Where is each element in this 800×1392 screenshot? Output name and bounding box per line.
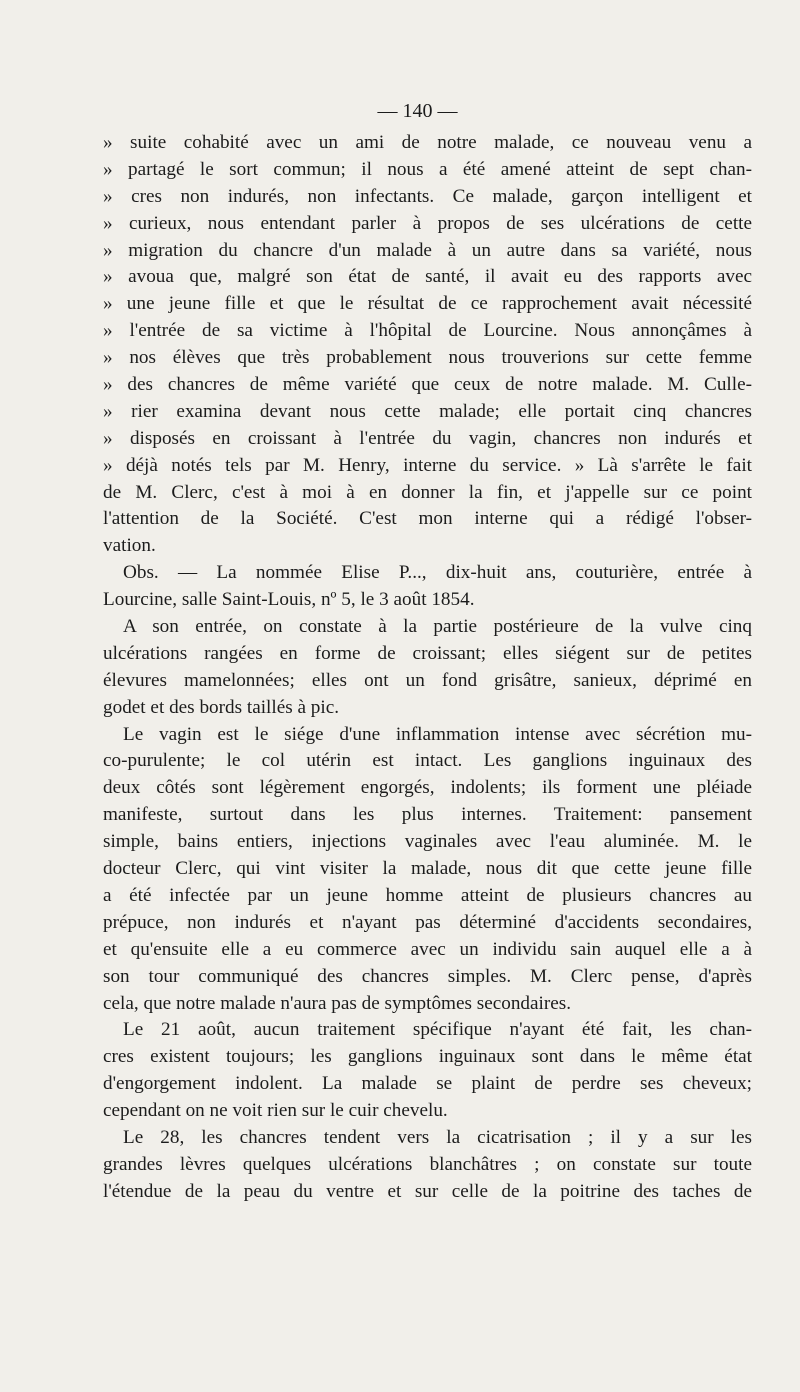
text-line: grandes lèvres quelques ulcérations blanchâtres ; on constate sur toute xyxy=(103,1153,752,1175)
text-line: » disposés en croissant à l'entrée du vagin, chancres non indurés et xyxy=(103,427,752,449)
text-line: Le vagin est le siége d'une inflammation intense avec sécrétion mu- xyxy=(123,723,752,745)
text-line: cres existent toujours; les ganglions inguinaux sont dans le même état xyxy=(103,1046,752,1068)
text-line: » rier examina devant nous cette malade; elle portait cinq chancres xyxy=(103,400,752,422)
text-line: élevures mamelonnées; elles ont un fond grisâtre, sanieux, déprimé en xyxy=(103,669,752,691)
text-line: » cres non indurés, non infectants. Ce malade, garçon intelligent et xyxy=(103,185,752,207)
text-line: » migration du chancre d'un malade à un autre dans sa variété, nous xyxy=(103,239,752,261)
text-line: Lourcine, salle Saint-Louis, nº 5, le 3 août 1854. xyxy=(103,589,475,611)
text-line: » avoua que, malgré son état de santé, il avait eu des rapports avec xyxy=(103,266,752,288)
text-line: » nos élèves que très probablement nous trouverions sur cette femme xyxy=(103,347,752,369)
text-line: a été infectée par un jeune homme atteint de plusieurs chancres au xyxy=(103,884,752,906)
text-line: vation. xyxy=(103,535,156,557)
text-line: cependant on ne voit rien sur le cuir chevelu. xyxy=(103,1100,448,1122)
text-line: Le 28, les chancres tendent vers la cicatrisation ; il y a sur les xyxy=(123,1126,752,1148)
text-line: Obs. — La nommée Elise P..., dix-huit ans, couturière, entrée à xyxy=(123,562,752,584)
text-line: co-purulente; le col utérin est intact. Les ganglions inguinaux des xyxy=(103,750,752,772)
text-line: son tour communiqué des chancres simples. M. Clerc pense, d'après xyxy=(103,965,752,987)
text-line: docteur Clerc, qui vint visiter la malade, nous dit que cette jeune fille xyxy=(103,858,752,880)
text-line: d'engorgement indolent. La malade se plaint de perdre ses cheveux; xyxy=(103,1073,752,1095)
text-line: godet et des bords taillés à pic. xyxy=(103,696,340,718)
page-number: — 140 — xyxy=(377,100,458,122)
text-line: cela, que notre malade n'aura pas de symptômes secondaires. xyxy=(103,992,572,1014)
text-line: de M. Clerc, c'est à moi à en donner la fin, et j'appelle sur ce point xyxy=(103,481,752,503)
text-line: l'attention de la Société. C'est mon interne qui a rédigé l'obser- xyxy=(103,508,752,530)
text-line: et qu'ensuite elle a eu commerce avec un individu sain auquel elle a à xyxy=(103,938,752,960)
body-text xyxy=(103,130,752,1206)
text-line: simple, bains entiers, injections vaginales avec l'eau aluminée. M. le xyxy=(103,831,752,853)
text-line: Le 21 août, aucun traitement spécifique n'ayant été fait, les chan- xyxy=(123,1019,752,1041)
text-line: deux côtés sont légèrement engorgés, indolents; ils forment une pléiade xyxy=(103,777,752,799)
text-line: » l'entrée de sa victime à l'hôpital de Lourcine. Nous annonçâmes à xyxy=(103,320,752,342)
text-line: » curieux, nous entendant parler à propos de ses ulcérations de cette xyxy=(103,212,752,234)
text-line: » une jeune fille et que le résultat de ce rapprochement avait nécessité xyxy=(103,293,752,315)
text-line: prépuce, non indurés et n'ayant pas déterminé d'accidents secondaires, xyxy=(103,911,752,933)
text-line: » suite cohabité avec un ami de notre malade, ce nouveau venu a xyxy=(103,132,752,153)
text-line: l'étendue de la peau du ventre et sur celle de la poitrine des taches de xyxy=(103,1180,752,1202)
text-line: » déjà notés tels par M. Henry, interne du service. » Là s'arrête le fait xyxy=(103,454,752,476)
text-line: manifeste, surtout dans les plus internes. Traitement: pansement xyxy=(103,804,752,826)
text-line: » partagé le sort commun; il nous a été amené atteint de sept chan- xyxy=(103,158,752,180)
text-line: ulcérations rangées en forme de croissant; elles siégent sur de petites xyxy=(103,642,752,664)
text-line: A son entrée, on constate à la partie postérieure de la vulve cinq xyxy=(123,616,752,638)
text-line: » des chancres de même variété que ceux de notre malade. M. Culle- xyxy=(103,374,752,396)
